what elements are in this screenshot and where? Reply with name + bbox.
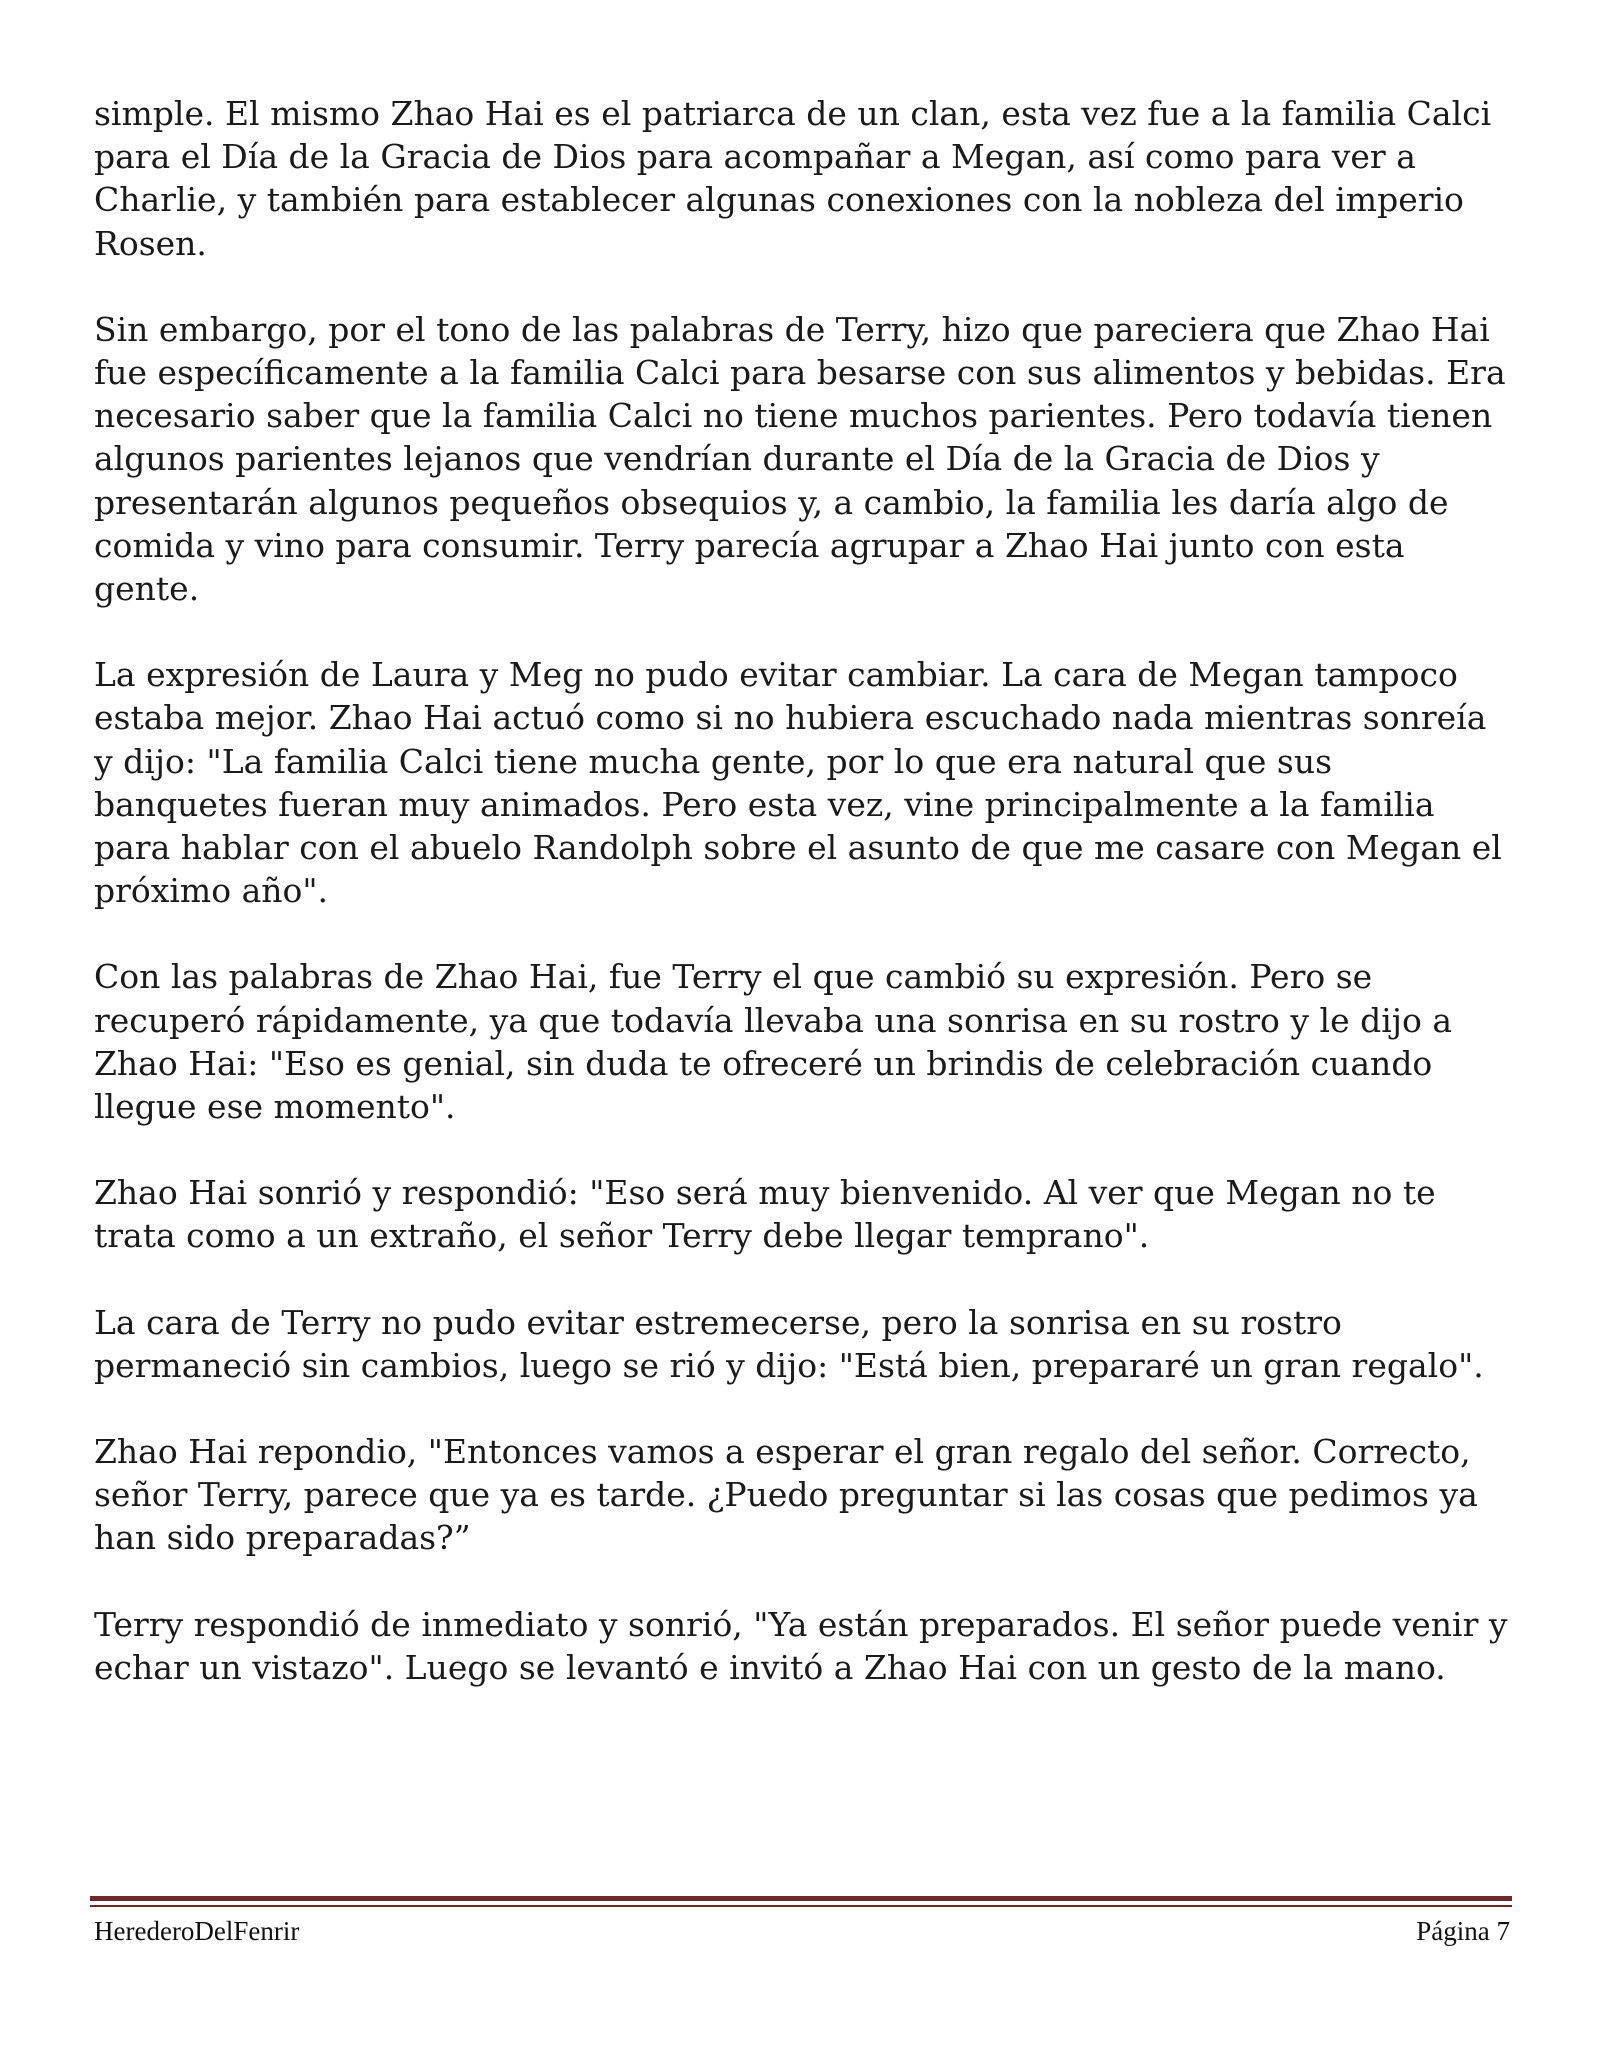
paragraph: Terry respondió de inmediato y sonrió, "Ya están preparados. El señor puede venir y echar un vistazo". Luego se levantó e invitó a Zhao Hai con un gesto de la mano. xyxy=(94,1604,1508,1687)
footer-rule-thick xyxy=(90,1896,1512,1901)
paragraph: simple. El mismo Zhao Hai es el patriarca de un clan, esta vez fue a la familia Calci para el Día de la Gracia de Dios para acompañar a Megan, así como para ver a Charlie, y también para establecer algunas conexiones con la nobleza del imperio Rosen. xyxy=(94,94,1492,263)
paragraph: La cara de Terry no pudo evitar estremecerse, pero la sonrisa en su rostro permaneció sin cambios, luego se rió y dijo: "Está bien, prepararé un gran regalo". xyxy=(94,1302,1484,1385)
paragraph: Sin embargo, por el tono de las palabras de Terry, hizo que pareciera que Zhao Hai fue específicamente a la familia Calci para besarse con sus alimentos y bebidas. Era necesario saber que la familia Calci no tiene muchos parientes. Pero todavía tienen algunos parientes lejanos que vendrían durante el Día de la Gracia de Dios y presentarán algunos pequeños obsequios y, a cambio, la familia les daría algo de comida y vino para consumir. Terry parecía agrupar a Zhao Hai junto con esta gente. xyxy=(94,309,1506,609)
paragraph: Zhao Hai sonrió y respondió: "Eso será muy bienvenido. Al ver que Megan no te trata como a un extraño, el señor Terry debe llegar temprano". xyxy=(94,1173,1436,1256)
page-footer xyxy=(94,1914,1510,1948)
body-text xyxy=(94,92,1514,1689)
page-number: Página 7 xyxy=(1416,1916,1510,1946)
footer-rule-thin xyxy=(90,1905,1512,1907)
paragraph: Con las palabras de Zhao Hai, fue Terry el que cambió su expresión. Pero se recuperó rápidamente, ya que todavía llevaba una sonrisa en su rostro y le dijo a Zhao Hai: "Eso es genial, sin duda te ofreceré un brindis de celebración cuando llegue ese momento". xyxy=(94,957,1453,1127)
paragraph: Zhao Hai repondio, "Entonces vamos a esperar el gran regalo del señor. Correcto, señor Terry, parece que ya es tarde. ¿Puedo preguntar si las cosas que pedimos ya han sido preparadas?” xyxy=(94,1432,1478,1558)
footer-author: HerederoDelFenrir xyxy=(94,1916,300,1946)
paragraph: La expresión de Laura y Meg no pudo evitar cambiar. La cara de Megan tampoco estaba mejor. Zhao Hai actuó como si no hubiera escuchado nada mientras sonreía y dijo: "La familia Calci tiene mucha gente, por lo que era natural que sus banquetes fueran muy animados. Pero esta vez, vine principalmente a la familia para hablar con el abuelo Randolph sobre el asunto de que me casare con Megan el próximo año". xyxy=(94,655,1502,911)
